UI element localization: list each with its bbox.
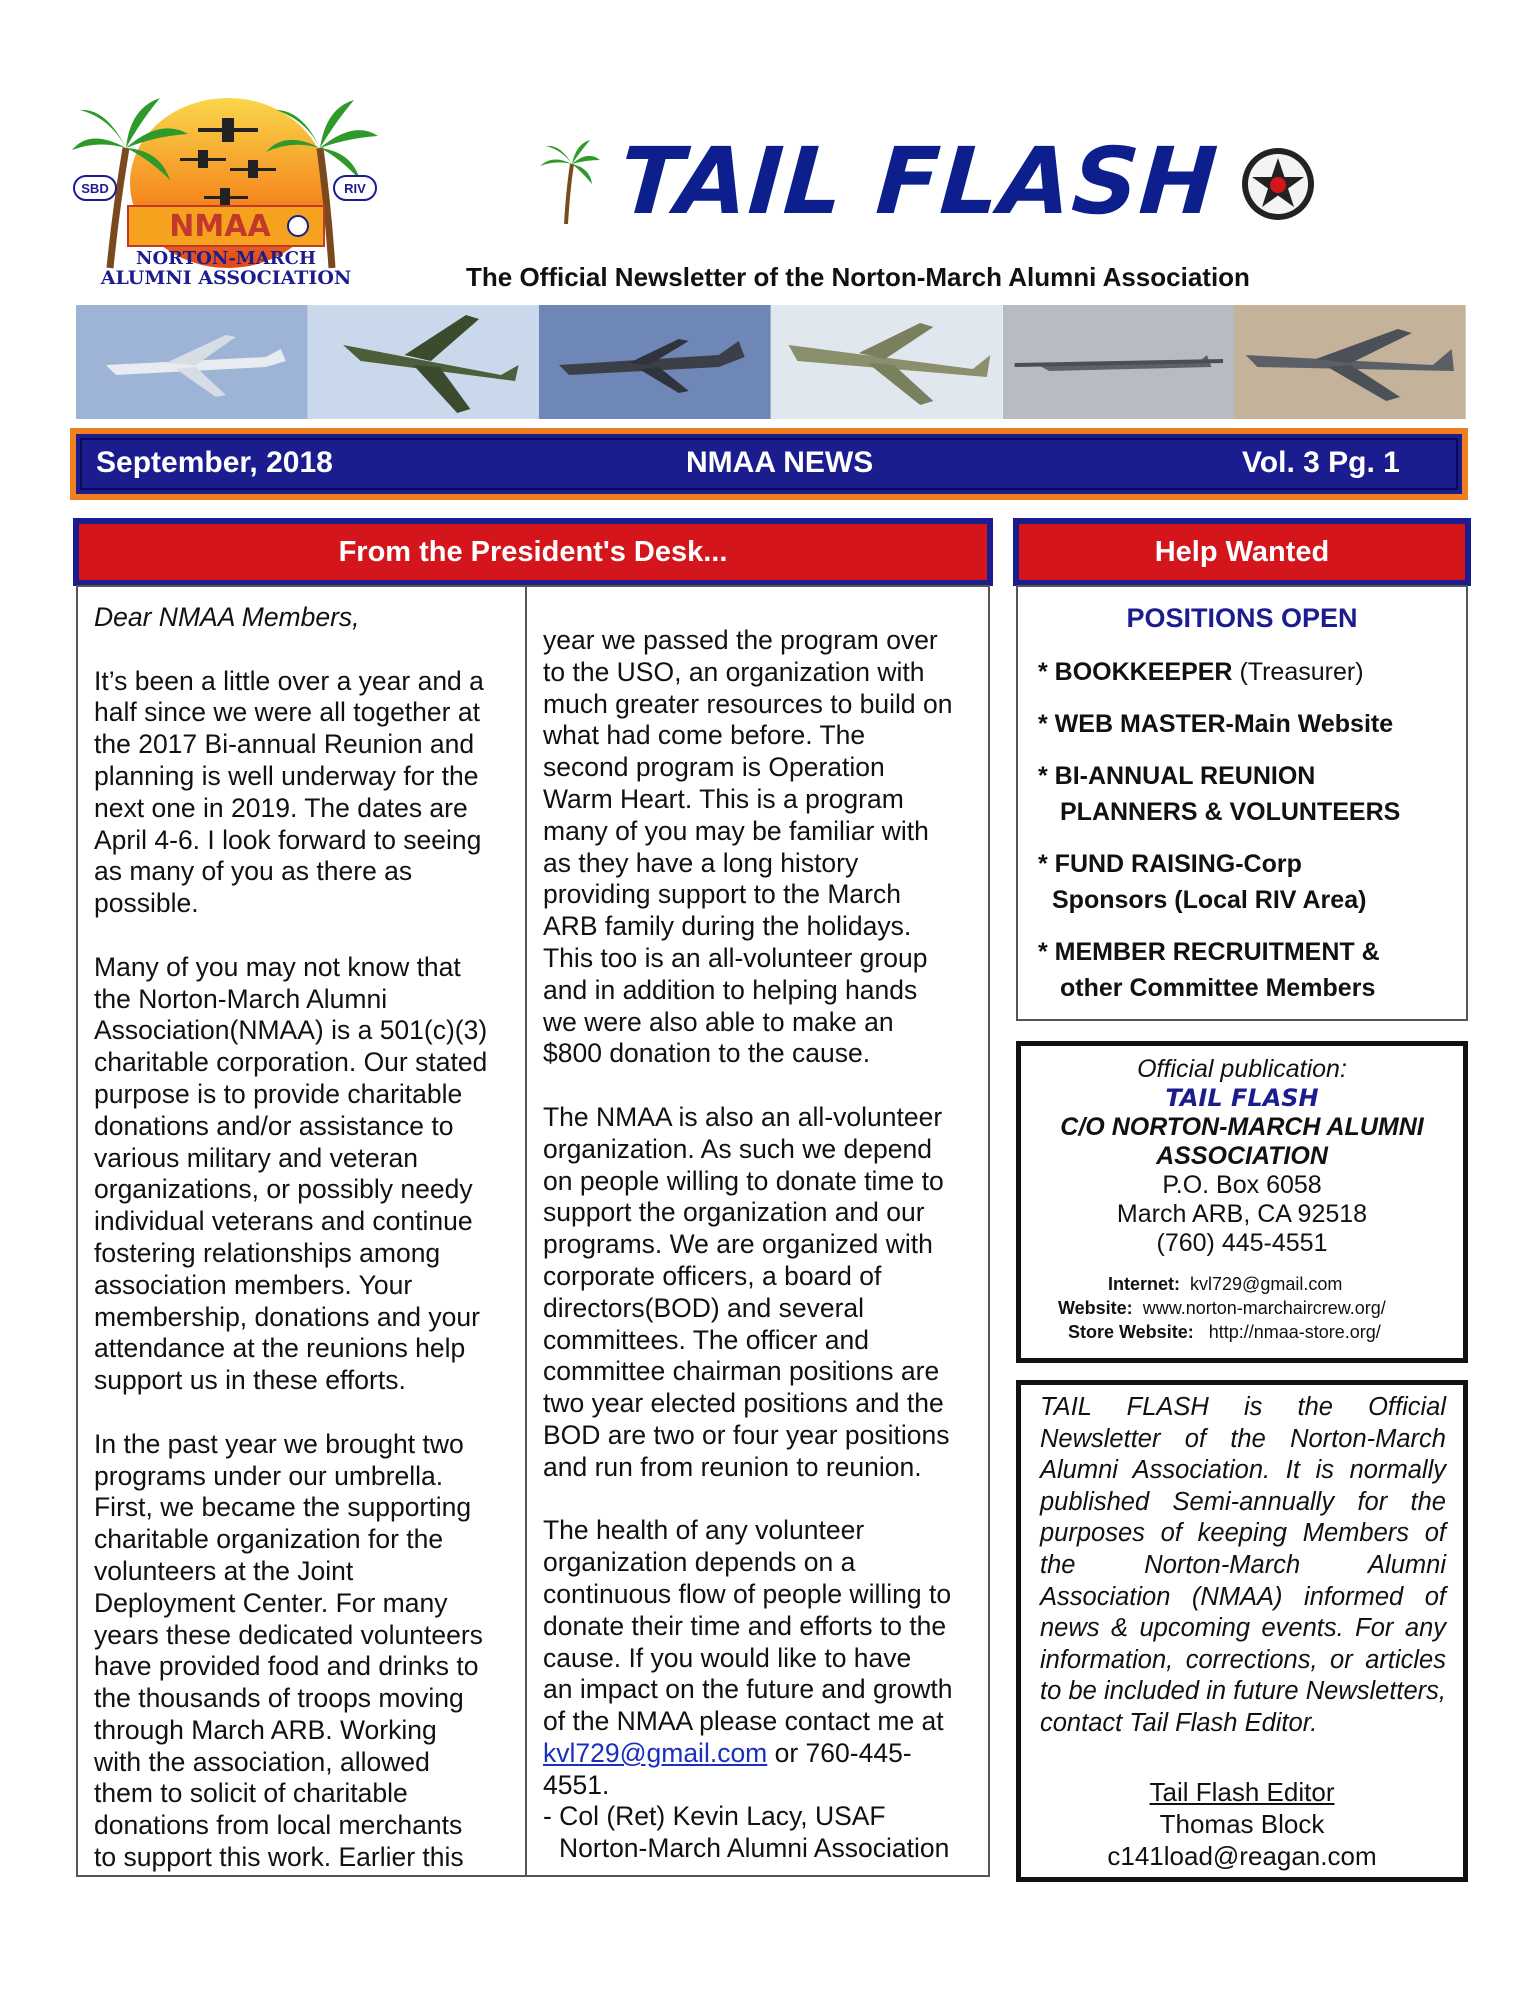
publication-label: Official publication: [1137,1055,1347,1083]
website-row: Website: www.norton-marchaircrew.org/ [1058,1298,1386,1318]
svg-text:ALUMNI ASSOCIATION: ALUMNI ASSOCIATION [100,267,352,288]
aircraft-photo-c141-camo [308,305,540,419]
letter-paragraph: In the past year we brought two programs under our umbrella. First, we became the supporting charitable organization for the volunteers at the Joint Deployment Center. For many years these dedicated volunteers have provided food and drinks to the thousands of troops moving through March ARB. Working with the association, allowed them to solicit of charitable donations from local merchants to support this work. Earlier this [94,1428,483,1873]
presidents-desk-header: From the President's Desk... [73,518,993,580]
presidents-letter-column-1 [94,602,514,1906]
aircraft-photo-drone [1003,305,1235,419]
presidents-letter-column-2 [543,625,983,1865]
publication-org-line-1: C/O NORTON-MARCH ALUMNI [1060,1113,1424,1141]
aircraft-photo-c141 [76,305,308,419]
position-item: * MEMBER RECRUITMENT & other Committee Members [1038,938,1380,1002]
palm-tree-icon [540,140,600,224]
column-divider [525,585,527,1877]
president-phone: or 760-445- [767,1737,912,1768]
letter-paragraph: The NMAA is also an all-volunteer organization. As such we depend on people willing to donate time to support the organization and our programs. We are organized with corporate officers, a board of directors(BOD) and several committees. The officer and committee chairman positions are two year elected positions and the BOD are two or four year positions and run from reunion to reunion. [543,1101,950,1482]
publication-name: TAIL FLASH [1165,1084,1319,1112]
letter-paragraph: Many of you may not know that the Norton-March Alumni Association(NMAA) is a 501(c)(3) charitable corporation. Our stated purpose is to provide charitable donations and/or assistance to various military and veteran organizations, or possibly needy individual veterans and continue fostering relationships among association members. Your membership, donations and your attendance at the reunions help support us in these efforts. [94,951,488,1396]
usaf-roundel-icon [1240,146,1316,222]
publication-org-line-2: ASSOCIATION [1156,1142,1328,1170]
nmaa-logo [70,88,380,288]
volume-page: Vol. 3 Pg. 1 [1242,446,1400,479]
about-newsletter-text: TAIL FLASH is the Official Newsletter of the Norton-March Alumni Association. It is normally published Semi-annually for the purposes of keeping Members of the Norton-March Alumni Association (NMAA) informed of news & upcoming events. For any information, corrections, or articles to be included in future Newsletters, contact Tail Flash Editor. [1040,1393,1446,1737]
position-item: * BOOKKEEPER (Treasurer) [1038,658,1364,686]
svg-text:NMAA: NMAA [169,209,271,244]
store-website-row: Store Website: http://nmaa-store.org/ [1068,1322,1381,1342]
position-item: * BI-ANNUAL REUNION PLANNERS & VOLUNTEERS [1038,762,1401,826]
signature-line: - Col (Ret) Kevin Lacy, USAF [543,1801,886,1832]
issue-date: September, 2018 [96,446,333,479]
publication-address-1: P.O. Box 6058 [1162,1171,1322,1199]
newsletter-title: TAIL FLASH [616,128,1222,235]
letter-greeting: Dear NMAA Members, [94,602,360,632]
positions-open-heading: POSITIONS OPEN [1126,603,1358,633]
publication-address-2: March ARB, CA 92518 [1116,1200,1368,1228]
newsletter-subtitle: The Official Newsletter of the Norton-March Alumni Association [466,262,1250,292]
svg-text:RIV: RIV [344,181,366,196]
position-item: * FUND RAISING-Corp Sponsors (Local RIV Area) [1038,850,1367,914]
letter-paragraph: year we passed the program over to the USO, an organization with much greater resources to build on what had come before. The second program is Operation Warm Heart. This is a program many of you may be familiar with as they have a long history providing support to the March ARB family during the holidays. This too is an all-volunteer group and in addition to helping hands we were also able to make an $800 donation to the cause. [543,625,953,1069]
aircraft-photo-c17 [1234,305,1466,419]
president-phone-end: 4551. [543,1769,610,1800]
editor-name: Thomas Block [1159,1809,1325,1839]
section-name: NMAA NEWS [686,446,874,479]
letter-paragraph: The health of any volunteer organization depends on a continuous flow of people willing to donate their time and efforts to the cause. If you would like to have an impact on the future and growth of the NMAA please contact me at [543,1515,953,1737]
editor-title: Tail Flash Editor [1149,1777,1335,1807]
publication-phone: (760) 445-4551 [1156,1229,1328,1257]
aircraft-photo-strip [76,305,1466,419]
letter-paragraph: It’s been a little over a year and a half since we were all together at the 2017 Bi-annual Reunion and planning is well underway for the next one in 2019. The dates are April 4-6. I look forward to seeing as many of you as there as possible. [94,665,484,919]
svg-text:NORTON-MARCH: NORTON-MARCH [136,248,316,269]
position-item: * WEB MASTER-Main Website [1038,710,1394,738]
svg-text:SBD: SBD [81,181,109,196]
contact-line [543,1738,983,1770]
aircraft-photo-c5 [771,305,1003,419]
editor-email: c141load@reagan.com [1107,1841,1377,1871]
internet-row: Internet: kvl729@gmail.com [1108,1274,1343,1294]
signature-org: Norton-March Alumni Association [559,1833,950,1864]
president-email-link[interactable]: kvl729@gmail.com [543,1737,768,1768]
help-wanted-header: Help Wanted [1013,518,1471,580]
aircraft-photo-kc135 [539,305,771,419]
